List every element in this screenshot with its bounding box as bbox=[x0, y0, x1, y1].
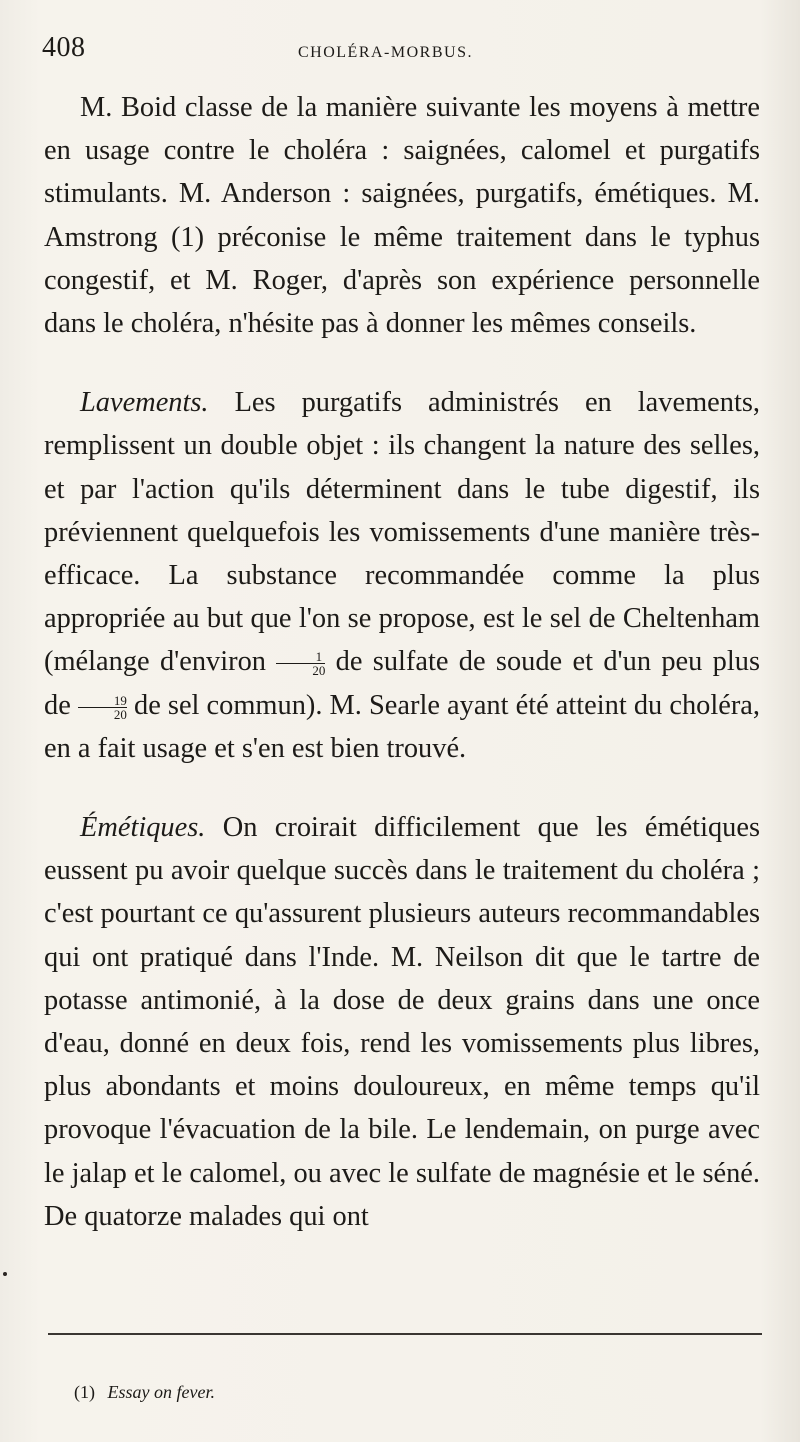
body-text bbox=[44, 86, 760, 1238]
lavements-heading: Lavements. bbox=[80, 387, 209, 419]
fraction-one-twentieth bbox=[276, 650, 325, 677]
fraction-denominator: 20 bbox=[276, 663, 325, 677]
emetiques-heading: Émétiques. bbox=[80, 812, 206, 844]
footnote-rule bbox=[48, 1333, 762, 1335]
footnote-mark: (1) bbox=[74, 1382, 95, 1402]
running-head bbox=[42, 32, 760, 72]
margin-mark bbox=[3, 1272, 7, 1276]
running-title: CHOLÉRA-MORBUS. bbox=[298, 44, 473, 61]
footnote bbox=[74, 1382, 215, 1403]
emetiques-text: On croirait difficilement que les émétiques eussent pu avoir quelque succès dans le traitement du choléra ; c'est pourtant ce qu'assurent plusieurs auteurs recommandables qui ont pratiqué dans l'Inde. M. Neilson dit que le tartre de potasse antimonié, à la dose de deux grains dans une once d'eau, donné en deux fois, rend les vomissements plus libres, plus abondants et moins douloureux, en même temps qu'il provoque l'évacuation de la bile. Le lendemain, on purge avec le jalap et le calomel, ou avec le sulfate de magnésie et le séné. De quatorze malades qui ont bbox=[44, 812, 760, 1232]
fraction-numerator: 1 bbox=[315, 649, 323, 665]
fraction-numerator: 19 bbox=[113, 692, 127, 708]
paragraph-boid-text: M. Boid classe de la manière suivante les moyens à mettre en usage contre le choléra : saignées, calomel et purgatifs stimulants. M. Anderson : saignées, purgatifs, émétiques. M. Amstrong (1) préconise le même traitement dans le typhus congestif, et M. Roger, d'après son expérience personnelle dans le choléra, n'hésite pas à donner les mêmes conseils. bbox=[44, 92, 760, 340]
paragraph-lavements bbox=[44, 381, 760, 770]
lavements-text-a: Les purgatifs administrés en lavements, remplissent un double objet : ils changent la nature des selles, et par l'action qu'ils déterminent dans le tube digestif, ils préviennent quelquefois les vomissements d'une manière très-efficace. La substance recommandée comme la plus appropriée au but que l'on se propose, est le sel de Cheltenham (mélange d'environ bbox=[44, 387, 760, 678]
fraction-denominator: 20 bbox=[78, 707, 127, 721]
fraction-nineteen-twentieths bbox=[78, 694, 127, 721]
paragraph-emetiques bbox=[44, 806, 760, 1238]
lavements-text-c: de sel commun). M. Searle ayant été atteint du choléra, en a fait usage et s'en est bien trouvé. bbox=[44, 689, 760, 764]
footnote-title: Essay on fever. bbox=[107, 1382, 215, 1402]
page-number: 408 bbox=[42, 32, 86, 63]
lavements-text-b: de sulfate de soude et d'un peu plus de bbox=[44, 646, 760, 721]
paragraph-boid bbox=[44, 86, 760, 345]
